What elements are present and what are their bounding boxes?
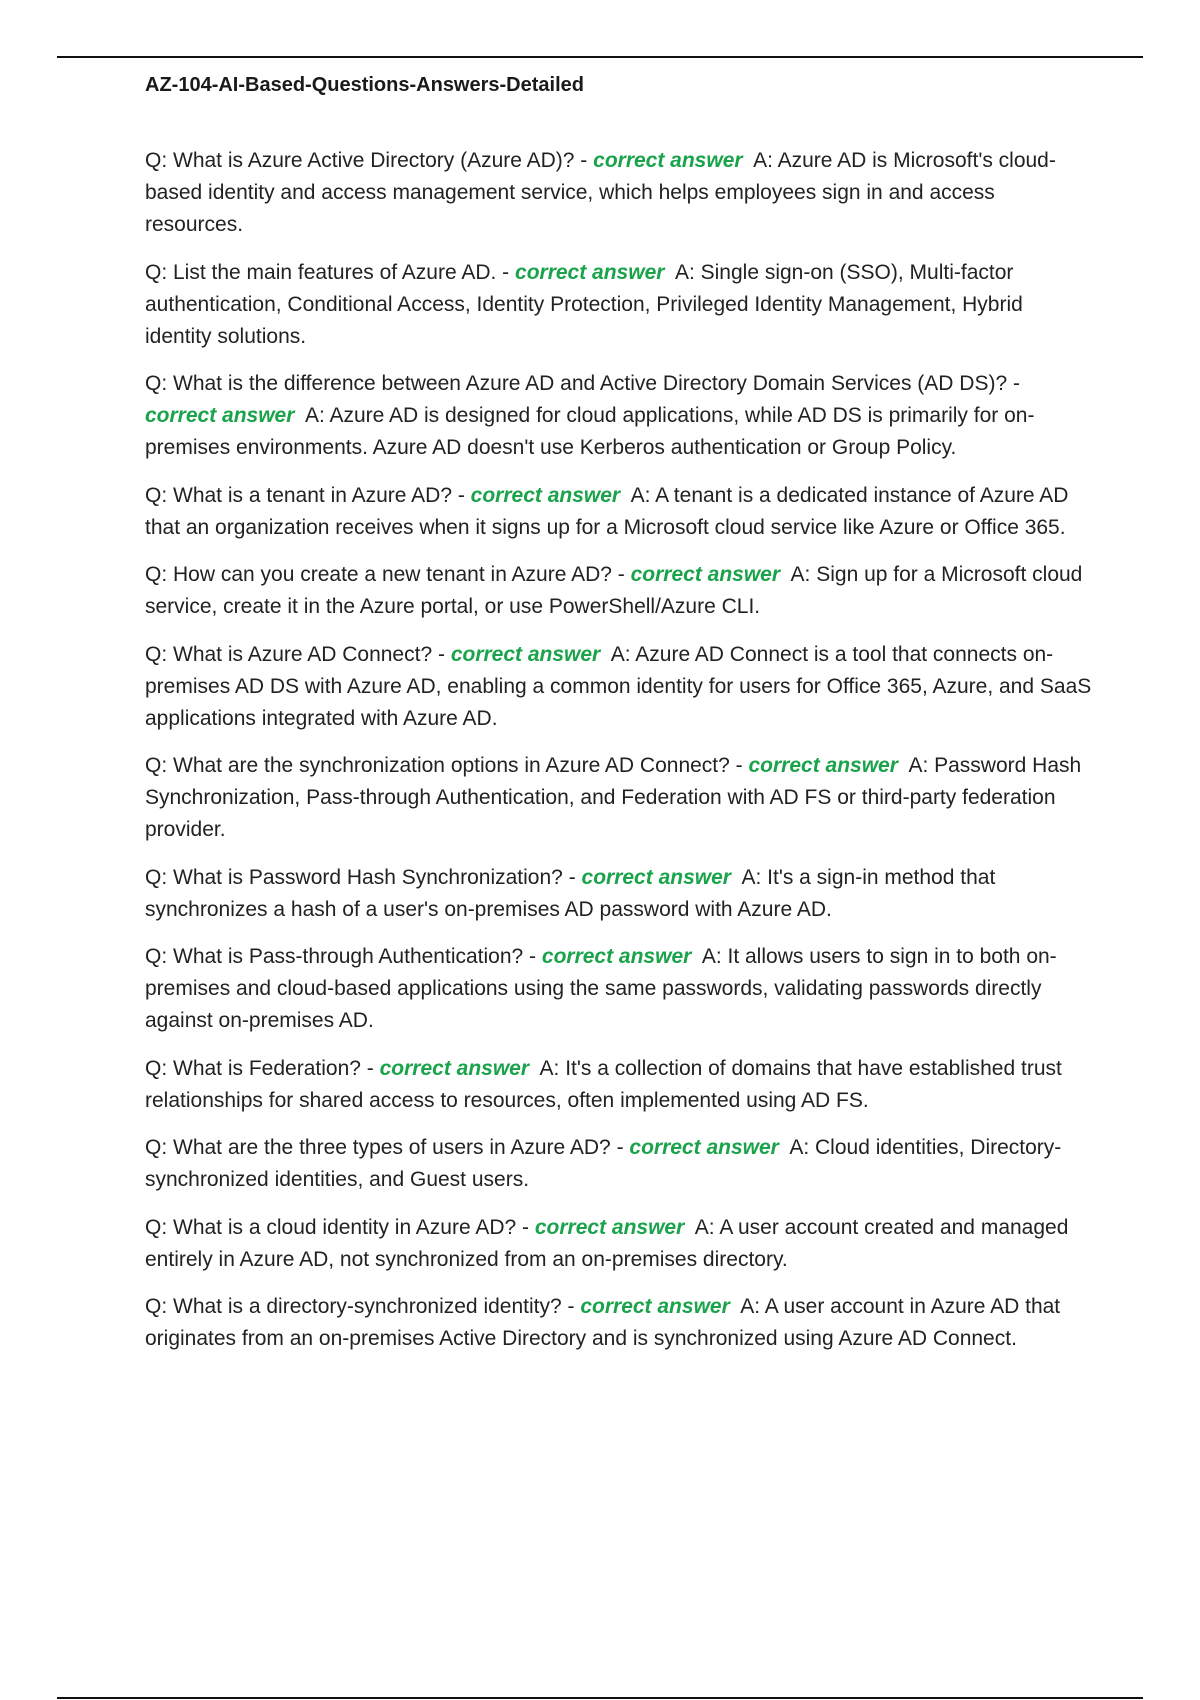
page-title: AZ-104-AI-Based-Questions-Answers-Detailed: [145, 74, 584, 96]
answer-text: A: Password Hash Synchronization, Pass-through Authentication, and Federation with AD FS or third-party federation provider.: [145, 754, 1082, 841]
qa-item: [145, 145, 1095, 241]
qa-item: [145, 1291, 1095, 1355]
answer-text: A: Azure AD Connect is a tool that connects on-premises AD DS with Azure AD, enabling a common identity for users for Office 365, Azure, and SaaS applications integrated with Azure AD.: [145, 642, 1092, 730]
separator: -: [729, 754, 749, 777]
answer-text: A: A user account in Azure AD that originates from an on-premises Active Directory and is synchronized using Azure AD Connect.: [145, 1295, 1061, 1350]
correct-answer-tag: correct answer: [470, 483, 621, 507]
header-rule: [57, 56, 1143, 58]
answer-text: A: Azure AD is Microsoft's cloud-based identity and access management service, which helps employees sign in and access resources.: [145, 149, 1056, 236]
qa-item: [145, 1132, 1095, 1196]
qa-item: [145, 480, 1095, 544]
question-text: Q: What is a directory-synchronized identity?: [145, 1295, 562, 1318]
correct-answer-tag: correct answer: [145, 404, 295, 427]
separator: -: [452, 483, 471, 507]
qa-item: [145, 559, 1095, 623]
separator: -: [496, 260, 516, 284]
footer-rule: [57, 1697, 1143, 1699]
separator: -: [562, 865, 582, 889]
separator: -: [523, 945, 542, 968]
separator: -: [611, 563, 631, 586]
separator: -: [1007, 372, 1020, 395]
answer-text: A: It allows users to sign in to both on-premises and cloud-based applications using the same passwords, validating passwords directly against on-premises AD.: [145, 945, 1057, 1032]
question-text: Q: What is the difference between Azure AD and Active Directory Domain Services (AD DS)?: [145, 372, 1008, 395]
correct-answer-tag: correct answer: [379, 1056, 530, 1080]
question-text: Q: List the main features of Azure AD.: [145, 260, 497, 284]
question-text: Q: How can you create a new tenant in Azure AD?: [145, 563, 612, 586]
correct-answer-tag: correct answer: [450, 642, 601, 666]
qa-item: [145, 1212, 1095, 1276]
answer-text: A: Azure AD is designed for cloud applications, while AD DS is primarily for on-premises environments. Azure AD doesn't use Kerberos authentication or Group Policy.: [145, 404, 1035, 459]
correct-answer-tag: correct answer: [534, 1215, 685, 1239]
separator: -: [432, 642, 451, 666]
question-text: Q: What is a cloud identity in Azure AD?: [145, 1215, 517, 1239]
qa-item: [145, 750, 1095, 846]
correct-answer-tag: correct answer: [515, 260, 665, 284]
qa-item: [145, 639, 1095, 735]
question-text: Q: What are the synchronization options in Azure AD Connect?: [145, 754, 730, 777]
separator: -: [610, 1136, 630, 1159]
question-text: Q: What is Password Hash Synchronization?: [145, 865, 563, 889]
separator: -: [360, 1056, 380, 1080]
correct-answer-tag: correct answer: [630, 563, 781, 586]
answer-text: A: A tenant is a dedicated instance of Azure AD that an organization receives when it signs up for a Microsoft cloud service like Azure or Office 365.: [145, 483, 1069, 539]
qa-item: [145, 862, 1095, 926]
qa-item: [145, 368, 1095, 464]
question-text: Q: What is Azure Active Directory (Azure AD)?: [145, 149, 575, 172]
answer-text: A: Sign up for a Microsoft cloud service, create it in the Azure portal, or use PowerShell/Azure CLI.: [145, 563, 1083, 618]
qa-list: [145, 145, 1095, 1371]
question-text: Q: What is Federation?: [145, 1056, 361, 1080]
qa-item: [145, 257, 1095, 353]
answer-text: A: A user account created and managed entirely in Azure AD, not synchronized from an on-premises directory.: [145, 1215, 1069, 1271]
separator: -: [516, 1215, 535, 1239]
question-text: Q: What is Pass-through Authentication?: [145, 945, 524, 968]
answer-text: A: Single sign-on (SSO), Multi-factor authentication, Conditional Access, Identity Protection, Privileged Identity Management, Hybrid identity solutions.: [145, 260, 1023, 348]
correct-answer-tag: correct answer: [581, 865, 731, 889]
answer-text: A: Cloud identities, Directory-synchronized identities, and Guest users.: [145, 1136, 1062, 1191]
separator: -: [561, 1295, 581, 1318]
question-text: Q: What are the three types of users in Azure AD?: [145, 1136, 611, 1159]
question-text: Q: What is a tenant in Azure AD?: [145, 483, 452, 507]
answer-text: A: It's a sign-in method that synchronizes a hash of a user's on-premises AD password with Azure AD.: [145, 865, 996, 921]
correct-answer-tag: correct answer: [541, 945, 692, 968]
qa-item: [145, 1053, 1095, 1117]
correct-answer-tag: correct answer: [748, 754, 898, 777]
answer-text: A: It's a collection of domains that have established trust relationships for shared access to resources, often implemented using AD FS.: [145, 1056, 1062, 1112]
correct-answer-tag: correct answer: [580, 1295, 730, 1318]
correct-answer-tag: correct answer: [593, 149, 743, 172]
qa-item: [145, 941, 1095, 1037]
correct-answer-tag: correct answer: [629, 1136, 779, 1159]
question-text: Q: What is Azure AD Connect?: [145, 642, 433, 666]
separator: -: [574, 149, 594, 172]
